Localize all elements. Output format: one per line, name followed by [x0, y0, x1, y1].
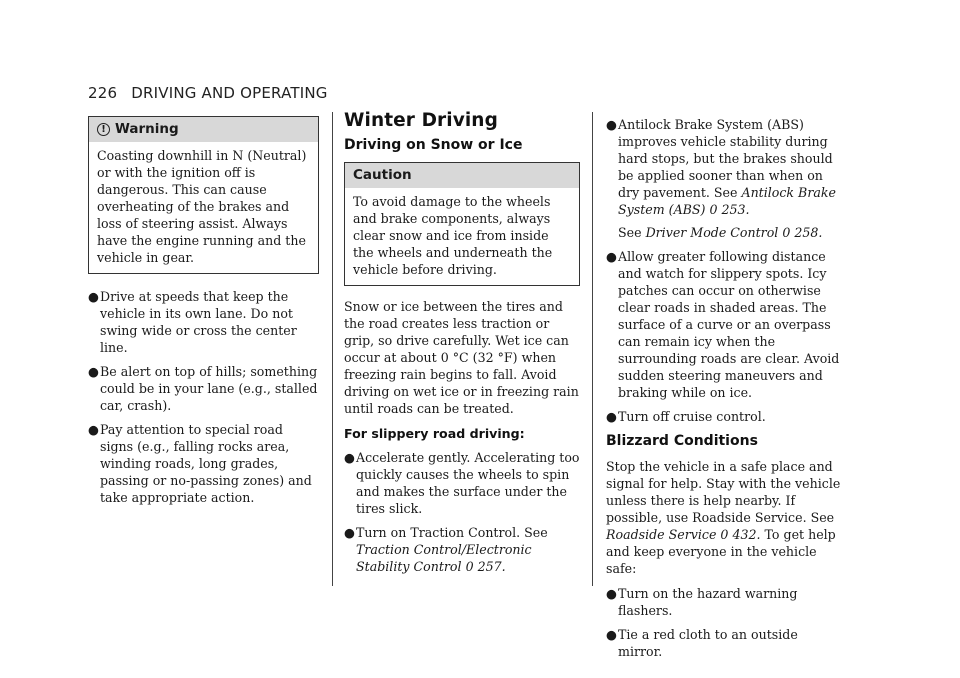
middle-bullet-list	[344, 449, 580, 575]
list-item: ● Turn on Traction Control. See Traction Control/Electronic Stability Control 0 257.	[344, 525, 548, 574]
bullet-icon: ●	[606, 117, 617, 132]
abs-link[interactable]: Antilock Brake System (ABS)	[618, 185, 836, 217]
list-item: ● Turn on the hazard warning flashers.	[606, 586, 798, 618]
warning-header	[89, 117, 318, 142]
list-item: ● Antilock Brake System (ABS) improves vehicle stability during hard stops, but the brakes should be applied sooner than when on dry pavement. See Antilock Brake System (ABS) 0 253. See Driver Mode Control 0 258.	[606, 116, 846, 241]
warning-text: Coasting downhill in N (Neutral) or with the ignition off is dangerous. This can cause overheating of the brakes and loss of steering assist. Always have the engine running and the vehicle in gear.	[97, 148, 307, 265]
slippery-subheading: For slippery road driving:	[344, 426, 525, 441]
caution-text: To avoid damage to the wheels and brake components, always clear snow and ice from inside the wheels and underneath the vehicle before driving.	[353, 194, 553, 277]
caution-box	[344, 162, 580, 286]
traction-control-link[interactable]: Traction Control/Electronic Stability Control	[356, 542, 532, 574]
blizzard-bullet-list	[606, 585, 846, 660]
page-ref[interactable]: 0 253.	[709, 202, 750, 217]
snow-ice-paragraph: Snow or ice between the tires and the road creates less traction or grip, so drive carefully. Wet ice can occur at about 0 °C (32 °F) when freezing rain begins to fall. Avoid driving on wet ice or in freezing rain until roads can be treated.	[344, 299, 579, 416]
right-bullet-list	[606, 116, 846, 425]
bullet-icon: ●	[606, 627, 617, 642]
roadside-service-link[interactable]: Roadside Service	[606, 527, 717, 542]
page-title: Winter Driving	[344, 110, 498, 131]
bullet-icon: ●	[88, 364, 99, 379]
caution-title: Caution	[353, 167, 412, 183]
list-item: ● Pay attention to special road signs (e.g., falling rocks area, winding roads, long grades, passing or no-passing zones) and take appropriate action.	[88, 422, 312, 505]
column-divider-1	[332, 112, 333, 586]
page-ref[interactable]: 0 258.	[782, 225, 823, 240]
page-number: 226	[88, 84, 118, 102]
bullet-icon: ●	[88, 422, 99, 437]
right-column	[606, 116, 846, 667]
list-item: ● Drive at speeds that keep the vehicle in its own lane. Do not swing wide or cross the center line.	[88, 289, 297, 355]
section-heading: Driving on Snow or Ice	[344, 137, 523, 153]
column-divider-2	[592, 112, 593, 586]
page-header	[88, 84, 328, 102]
bullet-icon: ●	[606, 586, 617, 601]
bullet-icon: ●	[606, 249, 617, 264]
warning-title: Warning	[115, 121, 179, 137]
blizzard-paragraph: Stop the vehicle in a safe place and signal for help. Stay with the vehicle unless there is help nearby. If possible, use Roadside Service. See Roadside Service 0 432. To get help and keep everyone in the vehicle safe:	[606, 459, 841, 576]
caution-header	[345, 163, 579, 188]
bullet-icon: ●	[344, 525, 355, 540]
list-item: ● Turn off cruise control.	[606, 409, 766, 424]
list-item: ● Allow greater following distance and watch for slippery spots. Icy patches can occur on otherwise clear roads in shaded areas. The surface of a curve or an overpass can remain icy when the surrounding roads are clear. Avoid sudden steering maneuvers and braking while on ice.	[606, 249, 840, 400]
page-ref[interactable]: 0 432.	[720, 527, 761, 542]
left-bullet-list	[88, 288, 319, 506]
left-column	[88, 116, 319, 513]
list-item: ● Accelerate gently. Accelerating too quickly causes the wheels to spin and makes the surface under the tires slick.	[344, 450, 580, 516]
middle-column	[344, 112, 580, 582]
blizzard-heading: Blizzard Conditions	[606, 433, 758, 449]
page-ref[interactable]: 0 257.	[465, 559, 506, 574]
warning-box	[88, 116, 319, 274]
bullet-icon: ●	[344, 450, 355, 465]
list-item: ● Be alert on top of hills; something could be in your lane (e.g., stalled car, crash).	[88, 364, 318, 413]
section-title: DRIVING AND OPERATING	[131, 84, 328, 102]
driver-mode-link[interactable]: Driver Mode Control	[645, 225, 779, 240]
list-item: ● Tie a red cloth to an outside mirror.	[606, 627, 798, 659]
bullet-icon: ●	[606, 409, 617, 424]
driver-mode-ref: See Driver Mode Control 0 258.	[618, 225, 823, 240]
bullet-icon: ●	[88, 289, 99, 304]
warning-icon: !	[97, 123, 110, 136]
